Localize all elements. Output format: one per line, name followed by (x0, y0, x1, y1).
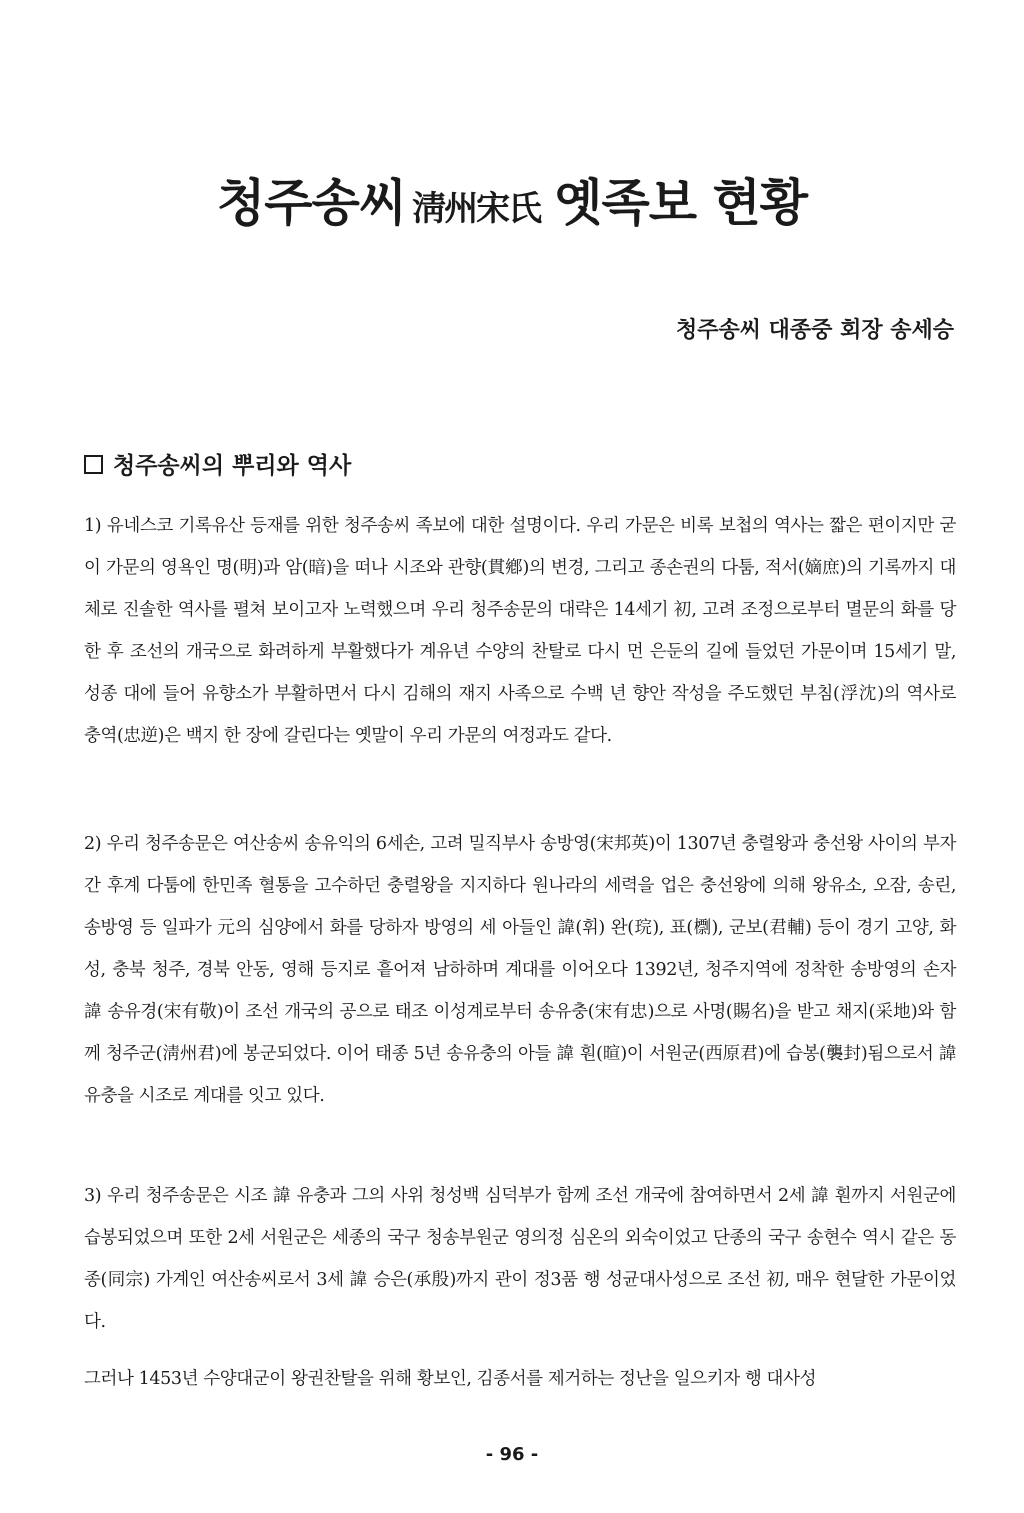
paragraph-1: 1) 유네스코 기록유산 등재를 위한 청주송씨 족보에 대한 설명이다. 우리 가문은 비록 보첩의 역사는 짧은 편이지만 굳이 가문의 영욕인 명(明)과 암(暗)을 떠나 시조와 관향(貫鄕)의 변경, 그리고 종손권의 다툼, 적서(嫡庶)의 기록까지 대체로 진솔한 역사를 펼쳐 보이고자 노력했으며 우리 청주송문의 대략은 14세기 初, 고려 조정으로부터 멸문의 화를 당한 후 조선의 개국으로 화려하게 부활했다가 계유년 수양의 찬탈로 다시 먼 은둔의 길에 들었던 가문이며 15세기 말, 성종 대에 들어 유향소가 부활하면서 다시 김해의 재지 사족으로 수백 년 향안 작성을 주도했던 부침(浮沈)의 역사로 충역(忠逆)은 백지 한 장에 갈린다는 옛말이 우리 가문의 여정과도 같다. (84, 516, 956, 746)
title-hanja: 淸州宋氏 (412, 188, 541, 229)
page-title (0, 172, 1024, 240)
checkbox-square-icon (84, 455, 103, 474)
title-main: 청주송씨 (216, 173, 407, 232)
title-rest: 옛족보 현황 (554, 173, 808, 232)
section-heading-text: 청주송씨의 뿌리와 역사 (113, 453, 352, 479)
paragraph-4: 그러나 1453년 수양대군이 왕권찬탈을 위해 황보인, 김종서를 제거하는 정난을 일으키자 행 대사성 (84, 1369, 817, 1389)
paragraph-3: 3) 우리 청주송문은 시조 諱 유충과 그의 사위 청성백 심덕부가 함께 조선 개국에 참여하면서 2세 諱 훤까지 서원군에 습봉되었으며 또한 2세 서원군은 세종의 국구 청송부원군 영의정 심온의 외숙이었고 단종의 국구 송현수 역시 같은 동종(同宗) 가계인 여산송씨로서 3세 諱 승은(承殷)까지 관이 정3품 행 성균대사성으로 조선 初, 매우 현달한 가문이었다. (84, 1186, 956, 1332)
author-line: 청주송씨 대종중 회장 송세승 (675, 318, 954, 343)
page-number: - 96 - (485, 1444, 539, 1465)
section-heading (84, 451, 351, 481)
paragraph-2: 2) 우리 청주송문은 여산송씨 송유익의 6세손, 고려 밀직부사 송방영(宋邦英)이 1307년 충렬왕과 충선왕 사이의 부자간 후계 다툼에 한민족 혈통을 고수하던 충렬왕을 지지하다 원나라의 세력을 업은 충선왕에 의해 왕유소, 오잠, 송린, 송방영 등 일파가 元의 심양에서 화를 당하자 방영의 세 아들인 諱(휘) 완(琓), 표(檦), 군보(君輔) 등이 경기 고양, 화성, 충북 청주, 경북 안동, 영해 등지로 흩어져 남하하며 계대를 이어오다 1392년, 청주지역에 정착한 송방영의 손자 諱 송유경(宋有敬)이 조선 개국의 공으로 태조 이성계로부터 송유충(宋有忠)으로 사명(賜名)을 받고 채지(采地)와 함께 청주군(淸州君)에 봉군되었다. 이어 태종 5년 송유충의 아들 諱 훤(暄)이 서원군(西原君)에 습봉(襲封)됨으로서 諱 유충을 시조로 계대를 잇고 있다. (84, 834, 956, 1106)
